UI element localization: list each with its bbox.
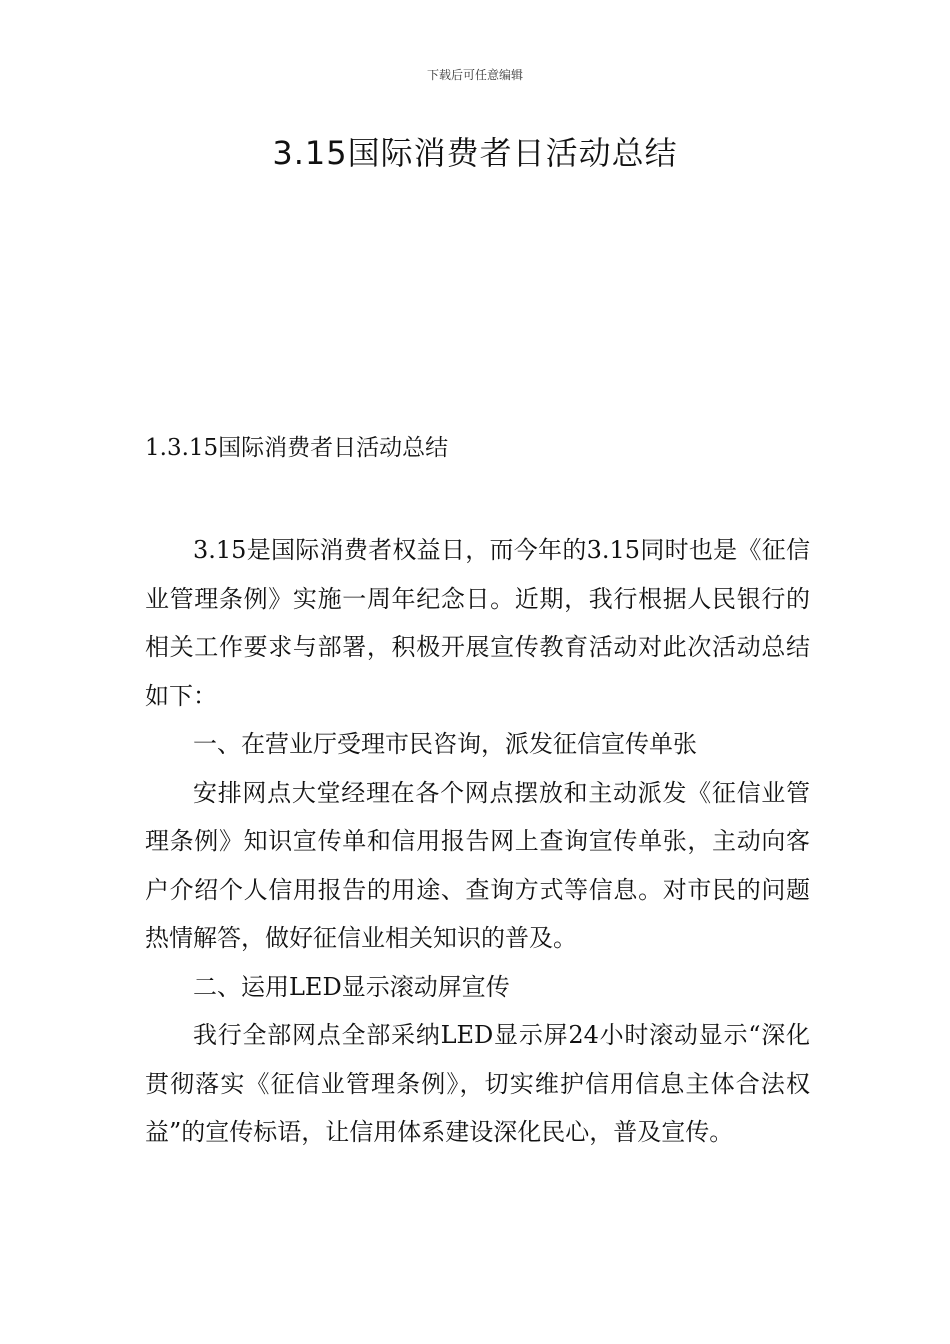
paragraph-heading-one: 一、在营业厅受理市民咨询，派发征信宣传单张 <box>193 730 697 758</box>
document-title: 3.15国际消费者日活动总结 <box>272 134 678 172</box>
document-body <box>145 526 810 1157</box>
section-heading: 1.3.15国际消费者日活动总结 <box>145 435 449 461</box>
paragraph-lobby-promotion: 安排网点大堂经理在各个网点摆放和主动派发《征信业管理条例》知识宣传单和信用报告网上查询宣传单张，主动向客户介绍个人信用报告的用途、查询方式等信息。对市民的问题热情解答，做好征信业相关知识的普及。 <box>145 778 810 952</box>
paragraph-intro: 3.15是国际消费者权益日，而今年的3.15同时也是《征信业管理条例》实施一周年纪念日。近期，我行根据人民银行的相关工作要求与部署，积极开展宣传教育活动对此次活动总结如下： <box>145 536 810 710</box>
header-note: 下载后可任意编辑 <box>426 68 523 82</box>
paragraph-led-promotion: 我行全部网点全部采纳LED显示屏24小时滚动显示“深化贯彻落实《征信业管理条例》，切实维护信用信息主体合法权益”的宣传标语，让信用体系建设深化民心，普及宣传。 <box>145 1021 810 1146</box>
paragraph-heading-two: 二、运用LED显示滚动屏宣传 <box>193 972 510 1001</box>
